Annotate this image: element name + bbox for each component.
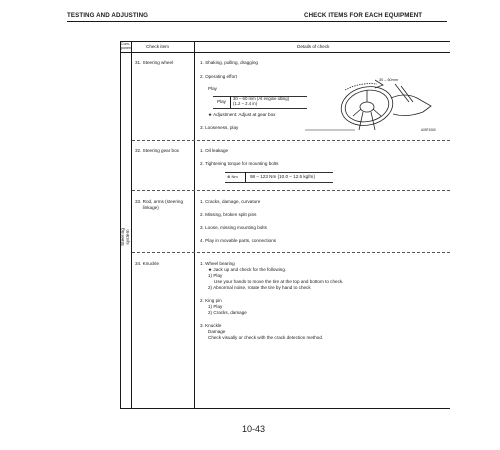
check-item-34: 34. Knuckle — [135, 261, 160, 266]
play-table-label: Play — [217, 99, 226, 104]
table-bottom-rule — [120, 408, 450, 409]
detail-32-1: 1. Oil leakage — [200, 148, 229, 153]
figure-code: A05F1060 — [421, 128, 436, 132]
detail-34-2-cracks: 2) Cracks, damage — [208, 310, 247, 315]
detail-31-1: 1. Shaking, pulling, dragging — [200, 60, 258, 65]
steering-wheel-drawing — [305, 76, 450, 134]
torque-box-divider — [245, 172, 246, 182]
header-rule — [67, 21, 447, 22]
section-divider-33 — [132, 252, 450, 253]
check-item-31: 31. Steering wheel — [135, 60, 174, 65]
table-top-rule — [120, 41, 450, 42]
detail-33-4: 4. Play in movable parts, connections — [200, 238, 277, 243]
column-component: Com- ponent — [121, 42, 132, 51]
detail-33-2: 2. Missing, broken split pins — [200, 212, 257, 217]
detail-32-2: 2. Tightening torque for mounting bolts — [200, 161, 279, 166]
page-number: 10-43 — [242, 424, 266, 434]
column-check-item: Check item — [146, 44, 169, 49]
detail-31-adjust: ★ Adjustment: Adjust at gear box — [208, 112, 276, 117]
detail-31-3: 3. Looseness, play — [200, 125, 239, 130]
detail-34-2: 2. King pin — [200, 298, 222, 303]
detail-34-jack: ★ Jack up and check for the following. — [208, 267, 287, 272]
play-table-value: 30 – 60 mm (At engine idling) (1.2 – 2.4 in) — [233, 96, 290, 107]
detail-31-2: 2. Operating effort — [200, 74, 237, 79]
table-header-rule — [120, 52, 450, 53]
play-table-divider — [230, 96, 231, 108]
steering-wheel-figure — [305, 76, 450, 134]
figure-dim-label: 30 – 60mm — [379, 78, 398, 82]
header-left: TESTING AND ADJUSTING — [67, 12, 149, 19]
item-divider — [194, 41, 195, 408]
detail-34-noise: 2) Abnormal noise, rotate the tire by hand to check — [208, 285, 311, 290]
detail-33-1: 1. Cracks, damage, curvature — [200, 199, 261, 204]
detail-34-3-check: Check visually or check with the crack detection method. — [208, 335, 324, 340]
section-divider-32 — [132, 190, 450, 191]
detail-34-3: 3. Knuckle — [200, 323, 222, 328]
section-divider-31 — [132, 140, 450, 141]
torque-symbol: ⊗ Nm — [227, 174, 238, 179]
check-item-32: 32. Steering gear box — [135, 148, 179, 153]
detail-31-play: Play — [208, 86, 217, 91]
column-details: Details of check — [297, 44, 330, 49]
header-right: CHECK ITEMS FOR EACH EQUIPMENT — [304, 12, 423, 19]
detail-34-1: 1. Wheel bearing — [200, 261, 235, 266]
detail-33-3: 3. Loose, missing mounting bolts — [200, 225, 267, 230]
detail-34-2-play: 1) Play — [208, 304, 223, 309]
component-divider — [131, 41, 132, 408]
detail-34-play: 1) Play — [208, 273, 223, 278]
detail-34-3-damage: Damage — [208, 329, 226, 334]
component-name: Steering system — [121, 228, 131, 246]
check-item-33: 33. Rod, arms (steering linkage) — [135, 199, 183, 210]
torque-value: 98 – 123 Nm {10.0 – 12.5 kgfm} — [250, 174, 315, 179]
detail-34-hands: Use your hands to move the tire at the top and bottom to check. — [214, 279, 344, 284]
